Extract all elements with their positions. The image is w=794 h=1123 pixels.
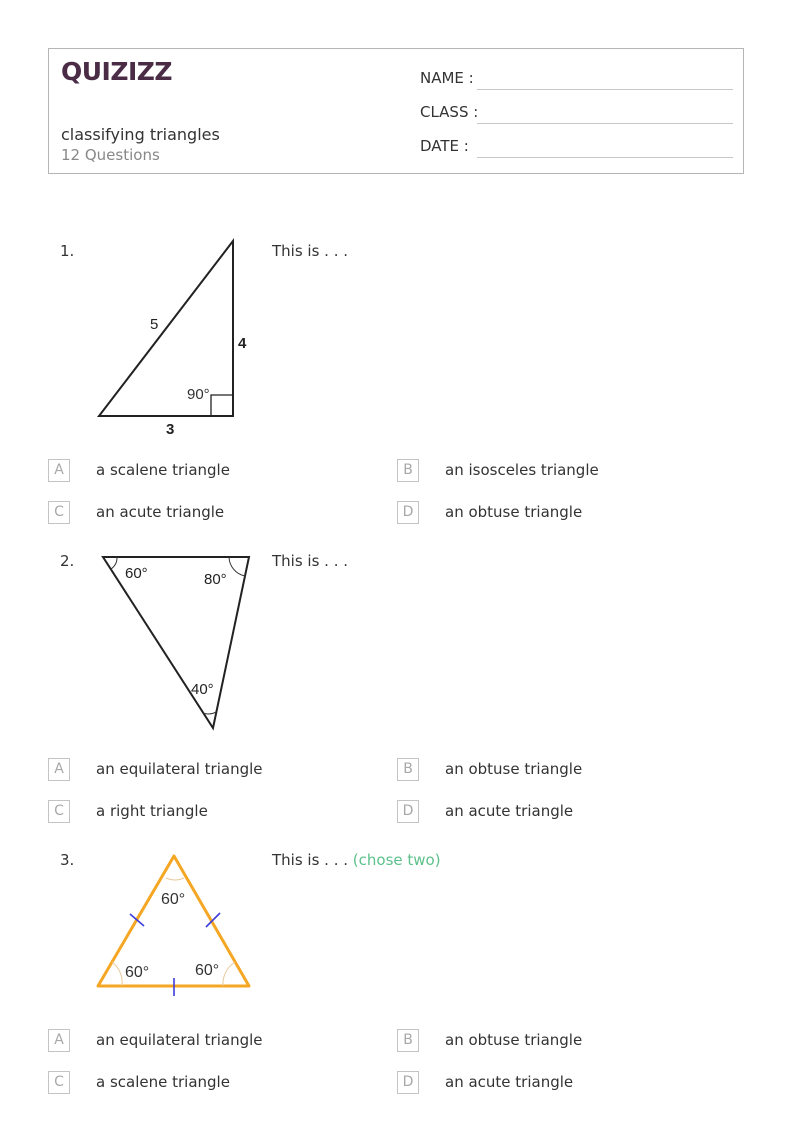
angle-label: 60° bbox=[195, 962, 220, 979]
option-a-text[interactable]: an equilateral triangle bbox=[96, 1031, 263, 1049]
option-d-text[interactable]: an acute triangle bbox=[445, 802, 574, 820]
class-field[interactable] bbox=[477, 123, 733, 124]
side-label: 4 bbox=[238, 335, 247, 352]
option-a-box[interactable]: A bbox=[48, 758, 70, 781]
quizizz-logo: QUIZIZZ bbox=[61, 57, 173, 86]
angle-arc bbox=[223, 962, 235, 986]
equilateral-triangle-figure bbox=[92, 848, 262, 1003]
class-label: CLASS : bbox=[420, 103, 479, 121]
triangle-shape bbox=[99, 241, 233, 416]
angle-label: 90° bbox=[187, 386, 210, 403]
option-d-box[interactable]: D bbox=[397, 800, 419, 823]
worksheet-header bbox=[48, 48, 744, 174]
option-d-box[interactable]: D bbox=[397, 1071, 419, 1094]
question-prompt: This is . . . bbox=[272, 552, 349, 570]
date-field[interactable] bbox=[477, 157, 733, 158]
worksheet-title: classifying triangles bbox=[61, 125, 220, 144]
acute-triangle-figure bbox=[95, 548, 265, 738]
angle-label: 60° bbox=[125, 565, 148, 582]
option-b-box[interactable]: B bbox=[397, 758, 419, 781]
option-c-box[interactable]: C bbox=[48, 800, 70, 823]
option-d-text[interactable]: an obtuse triangle bbox=[445, 503, 583, 521]
angle-arc bbox=[229, 557, 245, 576]
option-b-box[interactable]: B bbox=[397, 459, 419, 482]
option-c-text[interactable]: a right triangle bbox=[96, 802, 208, 820]
question-number: 1. bbox=[60, 242, 75, 260]
right-triangle-figure bbox=[88, 232, 268, 442]
option-c-text[interactable]: a scalene triangle bbox=[96, 1073, 230, 1091]
angle-label: 40° bbox=[191, 681, 214, 698]
angle-arc bbox=[166, 878, 184, 880]
name-field[interactable] bbox=[477, 89, 733, 90]
option-b-text[interactable]: an obtuse triangle bbox=[445, 1031, 583, 1049]
side-label: 5 bbox=[150, 316, 159, 333]
option-c-box[interactable]: C bbox=[48, 1071, 70, 1094]
option-a-text[interactable]: an equilateral triangle bbox=[96, 760, 263, 778]
option-c-box[interactable]: C bbox=[48, 501, 70, 524]
question-number: 3. bbox=[60, 851, 75, 869]
angle-label: 60° bbox=[161, 891, 186, 908]
angle-arc bbox=[203, 712, 216, 714]
question-prompt bbox=[272, 851, 441, 869]
option-b-text[interactable]: an isosceles triangle bbox=[445, 461, 599, 479]
option-b-box[interactable]: B bbox=[397, 1029, 419, 1052]
equal-side-tick bbox=[130, 914, 144, 926]
angle-label: 60° bbox=[125, 964, 150, 981]
triangle-shape bbox=[103, 557, 249, 728]
option-c-text[interactable]: an acute triangle bbox=[96, 503, 225, 521]
prompt-hint: (chose two) bbox=[352, 851, 441, 869]
angle-arc bbox=[112, 962, 122, 986]
triangle-shape bbox=[98, 856, 249, 986]
question-count: 12 Questions bbox=[61, 146, 160, 164]
question-number: 2. bbox=[60, 552, 75, 570]
option-a-text[interactable]: a scalene triangle bbox=[96, 461, 230, 479]
option-d-box[interactable]: D bbox=[397, 501, 419, 524]
side-label: 3 bbox=[166, 421, 175, 438]
name-label: NAME : bbox=[420, 69, 474, 87]
option-a-box[interactable]: A bbox=[48, 459, 70, 482]
option-a-box[interactable]: A bbox=[48, 1029, 70, 1052]
right-angle-marker bbox=[211, 395, 233, 416]
angle-label: 80° bbox=[204, 571, 227, 588]
date-label: DATE : bbox=[420, 137, 469, 155]
option-d-text[interactable]: an acute triangle bbox=[445, 1073, 574, 1091]
angle-arc bbox=[111, 557, 117, 569]
prompt-text: This is . . . bbox=[272, 851, 353, 869]
question-prompt: This is . . . bbox=[272, 242, 349, 260]
option-b-text[interactable]: an obtuse triangle bbox=[445, 760, 583, 778]
